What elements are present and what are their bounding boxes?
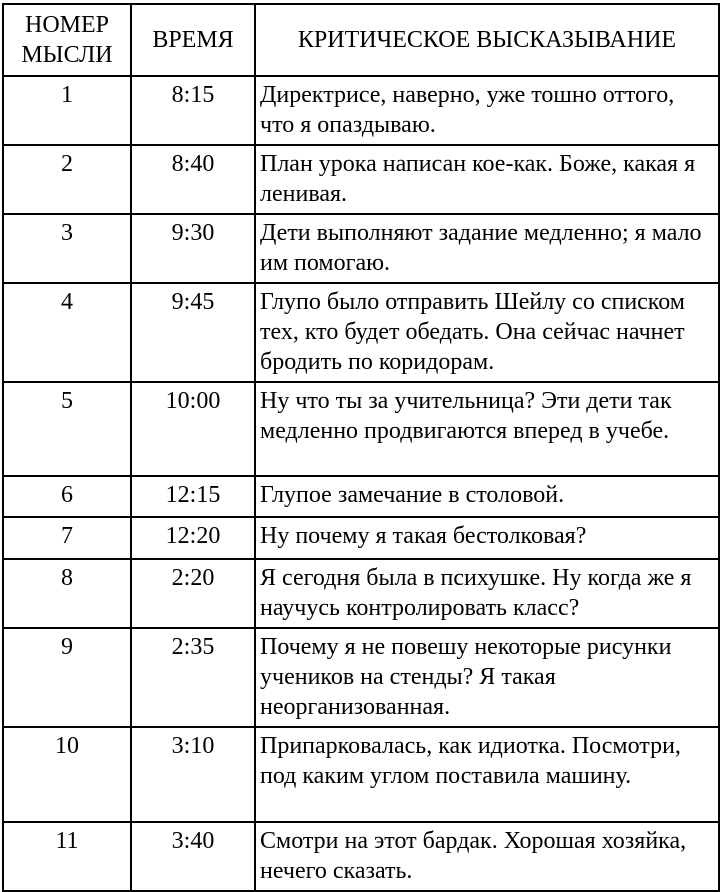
- critical-statement: Смотри на этот бардак. Хорошая хозяйка, нечего сказать.: [255, 822, 719, 891]
- thought-number: 11: [3, 822, 131, 891]
- thought-number: 5: [3, 382, 131, 476]
- thought-time: 9:30: [131, 214, 255, 283]
- thought-number: 4: [3, 283, 131, 382]
- table-row: [3, 559, 719, 628]
- thought-time: 3:10: [131, 727, 255, 822]
- critical-thoughts-table: [2, 3, 720, 892]
- critical-statement: Припарковалась, как идиотка. Посмотри, под каким углом поставила машину.: [255, 727, 719, 822]
- table-row: [3, 145, 719, 214]
- thought-number: 6: [3, 476, 131, 517]
- thought-number: 10: [3, 727, 131, 822]
- table-row: [3, 476, 719, 517]
- critical-statement: Глупое замечание в столовой.: [255, 476, 719, 517]
- thought-time: 9:45: [131, 283, 255, 382]
- table-row: [3, 628, 719, 727]
- critical-statement: План урока написан кое-как. Боже, какая я ленивая.: [255, 145, 719, 214]
- table-row: [3, 283, 719, 382]
- table-row: [3, 822, 719, 891]
- thought-time: 3:40: [131, 822, 255, 891]
- thought-number: 8: [3, 559, 131, 628]
- critical-statement: Дети выполняют задание медленно; я мало им помогаю.: [255, 214, 719, 283]
- critical-statement: Я сегодня была в психушке. Ну когда же я научусь контролировать класс?: [255, 559, 719, 628]
- header-thought-number: НОМЕР МЫСЛИ: [3, 4, 131, 76]
- thought-number: 3: [3, 214, 131, 283]
- table-row: [3, 382, 719, 476]
- table-row: [3, 214, 719, 283]
- critical-statement: Директрисе, наверно, уже тошно оттого, что я опаздываю.: [255, 76, 719, 145]
- thought-time: 2:20: [131, 559, 255, 628]
- thought-time: 10:00: [131, 382, 255, 476]
- thought-time: 12:15: [131, 476, 255, 517]
- table-row: [3, 76, 719, 145]
- thought-time: 8:15: [131, 76, 255, 145]
- thought-time: 12:20: [131, 517, 255, 559]
- critical-statement: Ну что ты за учительница? Эти дети так медленно продвигаются вперед в учебе.: [255, 382, 719, 476]
- header-critical-statement: КРИТИЧЕСКОЕ ВЫСКАЗЫВАНИЕ: [255, 4, 719, 76]
- thought-number: 1: [3, 76, 131, 145]
- thought-time: 8:40: [131, 145, 255, 214]
- critical-statement: Глупо было отправить Шейлу со списком тех, кто будет обедать. Она сейчас начнет бродить по коридорам.: [255, 283, 719, 382]
- header-row: [3, 4, 719, 76]
- thought-number: 7: [3, 517, 131, 559]
- thought-number: 9: [3, 628, 131, 727]
- table-row: [3, 517, 719, 559]
- header-time: ВРЕМЯ: [131, 4, 255, 76]
- critical-statement: Ну почему я такая бестолковая?: [255, 517, 719, 559]
- table-row: [3, 727, 719, 822]
- critical-statement: Почему я не повешу некоторые рисунки учеников на стенды? Я такая неорганизованная.: [255, 628, 719, 727]
- thought-number: 2: [3, 145, 131, 214]
- thought-time: 2:35: [131, 628, 255, 727]
